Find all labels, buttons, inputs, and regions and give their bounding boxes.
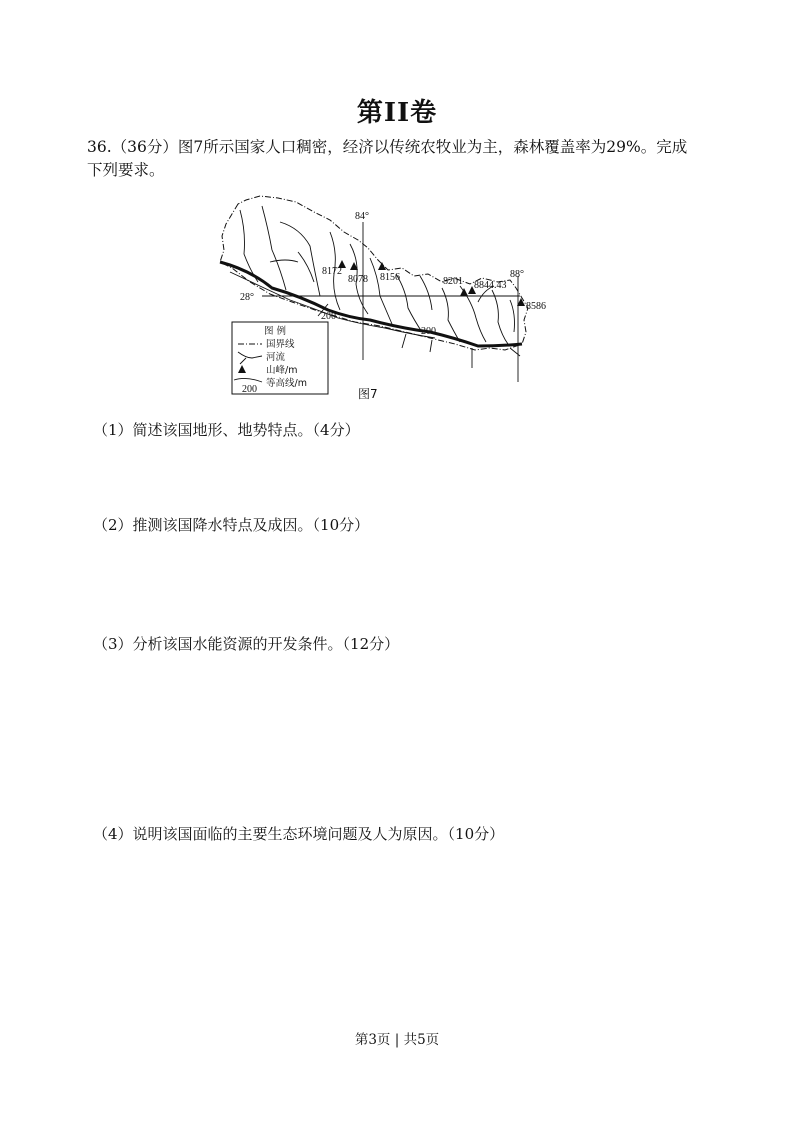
peak-triangle-icon [378,262,386,270]
map-legend [232,322,328,395]
question-intro-line-1: 36.（36分）图7所示国家人口稠密，经济以传统农牧业为主，森林覆盖率为29%。完成 [87,138,688,156]
legend-contour-value: 200 [242,384,257,395]
peak-label: 8078 [348,274,368,285]
sub-question-2: （2）推测该国降水特点及成因。（10分） [93,516,370,534]
page-footer: 第3页 | 共5页 [354,1032,440,1048]
peak-label: 8586 [526,301,546,312]
peak-label: 8201 [443,276,463,287]
peak-triangle-icon [460,288,468,296]
legend-title: 图 例 [264,326,287,337]
longitude-label-84: 84° [355,211,369,222]
sub-question-3: （3）分析该国水能资源的开发条件。（12分） [93,635,400,653]
latitude-label-28: 28° [240,292,254,303]
peak-label: 8156 [380,272,400,283]
figure-caption: 图7 [358,387,378,401]
sub-question-1: （1）简述该国地形、地势特点。（4分） [93,421,360,439]
page-title: 第II卷 [356,98,438,128]
question-36-intro [87,136,707,182]
legend-item-peak: 山峰/m [266,365,298,376]
longitude-label-88: 88° [510,269,524,280]
question-intro-line-2: 下列要求。 [87,161,165,179]
legend-item-river: 河流 [266,352,286,363]
contour-label: 200 [421,326,436,337]
peak-label: 8172 [322,266,342,277]
map-svg [210,192,560,407]
figure-7-map [210,192,560,407]
sub-question-4: （4）说明该国面临的主要生态环境问题及人为原因。（10分） [93,825,505,843]
peak-label: 8844.43 [474,280,507,291]
contour-label: 200 [321,311,336,322]
legend-item-border: 国界线 [266,339,295,350]
legend-item-contour: 等高线/m [266,378,307,389]
